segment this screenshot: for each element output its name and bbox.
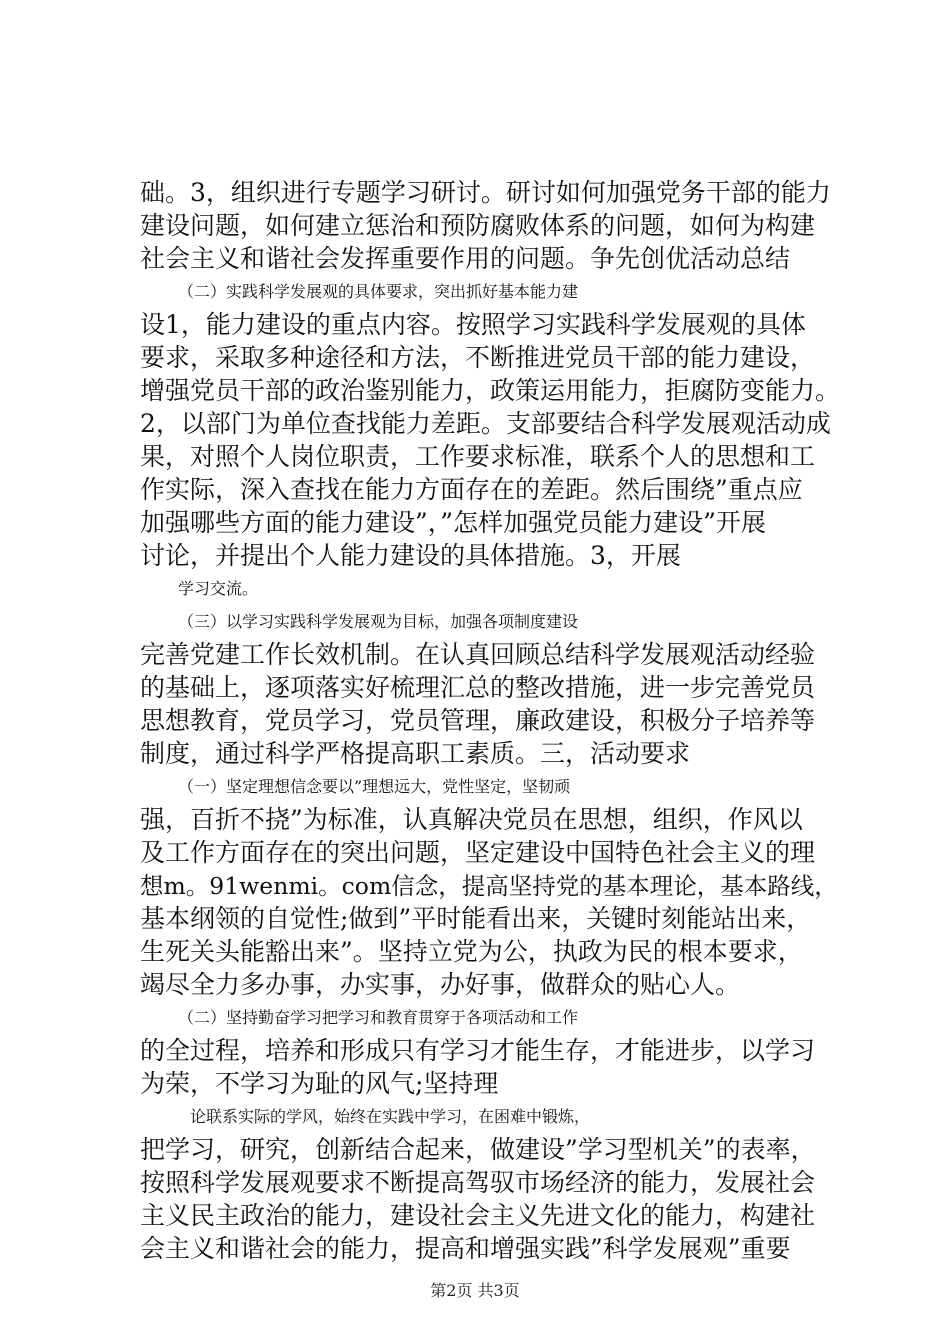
- text-line: 讨论，并提出个人能力建设的具体措施。3，开展: [140, 541, 681, 570]
- text-line: 础。3，组织进行专题学习研讨。研讨如何加强党务干部的能力: [140, 178, 831, 207]
- text-line: 主义民主政治的能力，建设社会主义先进文化的能力，构建社: [140, 1201, 816, 1230]
- text-line: 社会主义和谐社会发挥重要作用的问题。争先创优活动总结: [140, 244, 791, 273]
- text-line: 增强党员干部的政治鉴别能力，政策运用能力，拒腐防变能力。: [140, 376, 841, 405]
- text-line: 想m。91wenmi。com信念，提高坚持党的基本理论，基本路线，: [140, 872, 838, 900]
- page-footer: [0, 1279, 950, 1303]
- text-line: 强，百折不挠”为标准，认真解决党员在思想，组织，作风以: [140, 805, 803, 834]
- text-line: 2，以部门为单位查找能力差距。支部要结合科学发展观活动成: [140, 409, 831, 438]
- text-line: （二）坚持勤奋学习把学习和教育贯穿于各项活动和工作: [178, 1008, 579, 1027]
- text-line: 加强哪些方面的能力建设”，”怎样加强党员能力建设”开展: [140, 508, 766, 537]
- text-line: 作实际，深入查找在能力方面存在的差距。然后围绕”重点应: [140, 475, 803, 504]
- text-line: 生死关头能豁出来”。坚持立党为公，执政为民的根本要求，: [140, 937, 803, 966]
- text-line: 论联系实际的学风，始终在实践中学习，在困难中锻炼，: [190, 1107, 591, 1126]
- text-line: 会主义和谐社会的能力，提高和增强实践”科学发展观”重要: [140, 1234, 791, 1263]
- text-line: （三）以学习实践科学发展观为目标，加强各项制度建设: [178, 612, 579, 631]
- text-line: 建设问题，如何建立惩治和预防腐败体系的问题，如何为构建: [140, 211, 816, 240]
- text-line: （一）坚定理想信念要以”理想远大，党性坚定，坚韧顽: [178, 777, 571, 796]
- text-line: 学习交流。: [178, 579, 259, 598]
- text-line: 及工作方面存在的突出问题，坚定建设中国特色社会主义的理: [140, 838, 816, 867]
- text-line: 思想教育，党员学习，党员管理，廉政建设，积极分子培养等: [140, 706, 816, 735]
- page-number: 第2页 共3页: [430, 1281, 520, 1300]
- text-line: 制度，通过科学严格提高职工素质。三，活动要求: [140, 739, 691, 768]
- text-line: 为荣，不学习为耻的风气;坚持理: [140, 1069, 499, 1098]
- text-line: 的全过程，培养和形成只有学习才能生存，才能进步，以学习: [140, 1036, 816, 1065]
- text-line: 的基础上，逐项落实好梳理汇总的整改措施，进一步完善党员: [140, 673, 816, 702]
- text-line: （二）实践科学发展观的具体要求，突出抓好基本能力建: [178, 282, 579, 301]
- text-line: 设1，能力建设的重点内容。按照学习实践科学发展观的具体: [140, 310, 806, 339]
- text-line: 果，对照个人岗位职责，工作要求标准，联系个人的思想和工: [140, 442, 816, 471]
- text-line: 竭尽全力多办事，办实事，办好事，做群众的贴心人。: [140, 970, 741, 999]
- text-line: 基本纲领的自觉性;做到”平时能看出来，关键时刻能站出来，: [140, 904, 812, 933]
- text-line: 按照科学发展观要求不断提高驾驭市场经济的能力，发展社会: [140, 1168, 816, 1197]
- text-line: 要求，采取多种途径和方法，不断推进党员干部的能力建设，: [140, 343, 816, 372]
- text-line: 把学习，研究，创新结合起来，做建设”学习型机关”的表率，: [140, 1135, 816, 1164]
- text-line: 完善党建工作长效机制。在认真回顾总结科学发展观活动经验: [140, 640, 816, 669]
